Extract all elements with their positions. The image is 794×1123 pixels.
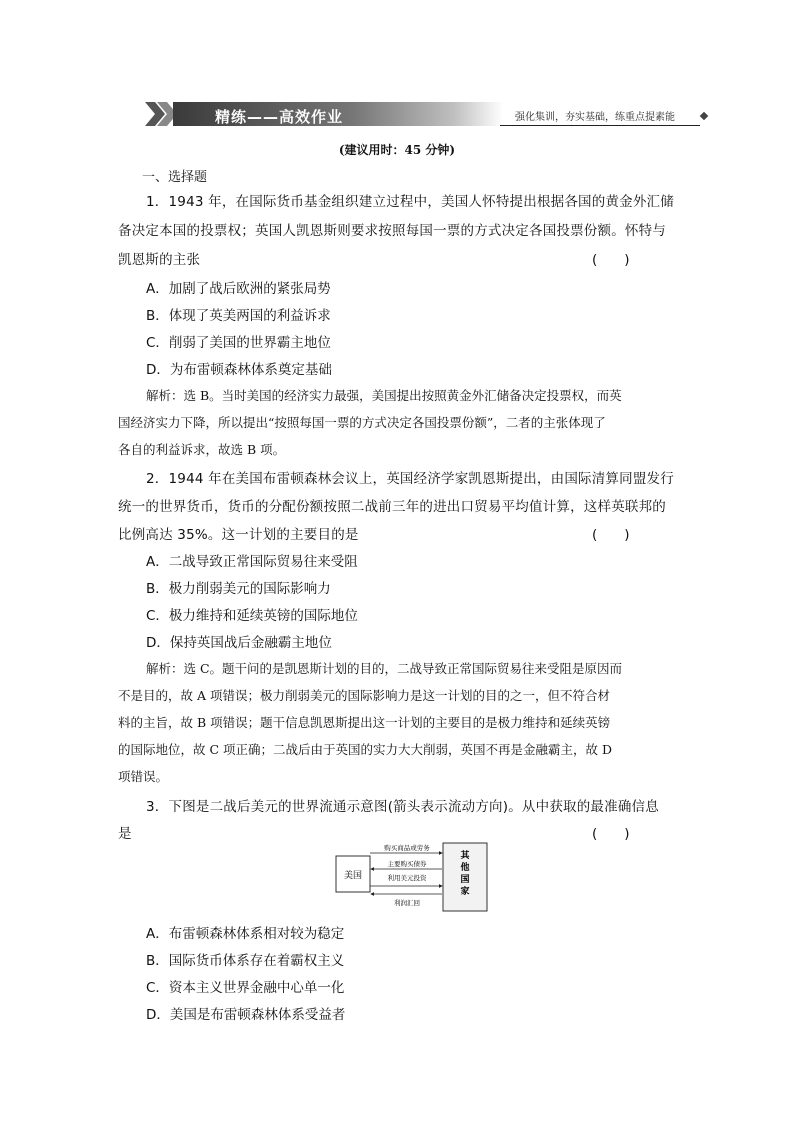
other-countries-label: 家 — [460, 887, 470, 897]
other-countries-label: 国 — [460, 875, 470, 885]
flow-label: 购买商品或劳务 — [384, 844, 430, 852]
q2-option-b: B．极力削弱美元的国际影响力 — [146, 581, 331, 597]
q2-analysis-line: 的国际地位，故 C 项正确；二战后由于英国的实力大大削弱，英国不再是金融霸主，故 D — [118, 742, 613, 757]
q3-option-b: B．国际货币体系存在着霸权主义 — [146, 953, 345, 969]
q3-line: 是 — [118, 826, 132, 842]
q2-analysis-line: 料的主旨，故 B 项错误；题干信息凯恩斯提出这一计划的主要目的是极力维持和延续英镑 — [118, 715, 611, 730]
q2-analysis-line: 解析：选 C。题干问的是凯恩斯计划的目的，二战导致正常国际贸易往来受阻是原因而 — [146, 661, 623, 676]
q1-analysis-line: 国经济实力下降，所以提出“按照每国一票的方式决定各国投票份额”，二者的主张体现了 — [118, 415, 606, 430]
q3-option-a: A．布雷顿森林体系相对较为稳定 — [146, 926, 345, 942]
q2-answer-paren: ( ) — [592, 527, 630, 543]
q1-option-b: B．体现了英美两国的利益诉求 — [146, 308, 331, 324]
other-countries-label: 他 — [460, 863, 470, 873]
q3-option-c: C．资本主义世界金融中心单一化 — [146, 980, 345, 996]
q2-line: 比例高达 35%。这一计划的主要目的是 — [118, 527, 359, 543]
header-banner-text: 精练——高效作业 — [215, 108, 344, 126]
q2-option-a: A．二战导致正常国际贸易往来受阻 — [146, 554, 358, 570]
q3-line: 3．下图是二战后美元的世界流通示意图(箭头表示流动方向)。从中获取的最准确信息 — [146, 799, 659, 815]
q1-line: 备决定本国的投票权；英国人凯恩斯则要求按照每国一票的方式决定各国投票份额。怀特与 — [118, 223, 666, 239]
q1-analysis-line: 解析：选 B。当时美国的经济实力最强，美国提出按照黄金外汇储备决定投票权，而英 — [146, 388, 622, 403]
q2-line: 2．1944 年在美国布雷顿森林会议上，英国经济学家凯恩斯提出，由国际清算同盟发行 — [146, 471, 674, 487]
us-box-label: 美国 — [343, 871, 363, 881]
q2-analysis-line: 不是目的，故 A 项错误；极力削弱美元的国际影响力是这一计划的目的之一，但不符合材 — [118, 688, 610, 703]
q1-line: 凯恩斯的主张 — [118, 252, 201, 268]
q2-option-d: D．保持英国战后金融霸主地位 — [146, 635, 332, 651]
q2-line: 统一的世界货币，货币的分配份额按照二战前三年的进出口贸易平均值计算，这样英联邦的 — [118, 499, 666, 515]
q1-option-d: D．为布雷顿森林体系奠定基础 — [146, 362, 332, 378]
q1-answer-paren: ( ) — [592, 252, 630, 268]
time-note: (建议用时：45 分钟) — [338, 143, 456, 157]
section-title: 一、选择题 — [142, 170, 208, 185]
q3-answer-paren: ( ) — [592, 826, 630, 842]
q1-line: 1．1943 年，在国际货币基金组织建立过程中，美国人怀特提出根据各国的黄金外汇储 — [146, 194, 674, 210]
flow-label: 利润汇回 — [394, 899, 420, 907]
header-slogan: 强化集训，夯实基础，练重点提素能 — [515, 112, 675, 123]
header-banner — [173, 102, 503, 126]
flow-label: 主要购买债券 — [387, 860, 427, 868]
q2-option-c: C．极力维持和延续英镑的国际地位 — [146, 608, 358, 624]
dollar-flow-diagram — [335, 842, 490, 912]
flow-label: 利用美元投资 — [387, 874, 427, 882]
q2-analysis-line: 项错误。 — [118, 769, 169, 784]
other-countries-label: 其 — [460, 851, 470, 861]
diamond-icon — [700, 112, 708, 120]
q1-analysis-line: 各自的利益诉求，故选 B 项。 — [118, 442, 286, 457]
page-header — [145, 100, 710, 128]
q1-option-a: A．加剧了战后欧洲的紧张局势 — [146, 281, 331, 297]
header-rule — [500, 125, 700, 126]
q3-option-d: D．美国是布雷顿森林体系受益者 — [146, 1007, 346, 1023]
q1-option-c: C．削弱了美国的世界霸主地位 — [146, 335, 331, 351]
